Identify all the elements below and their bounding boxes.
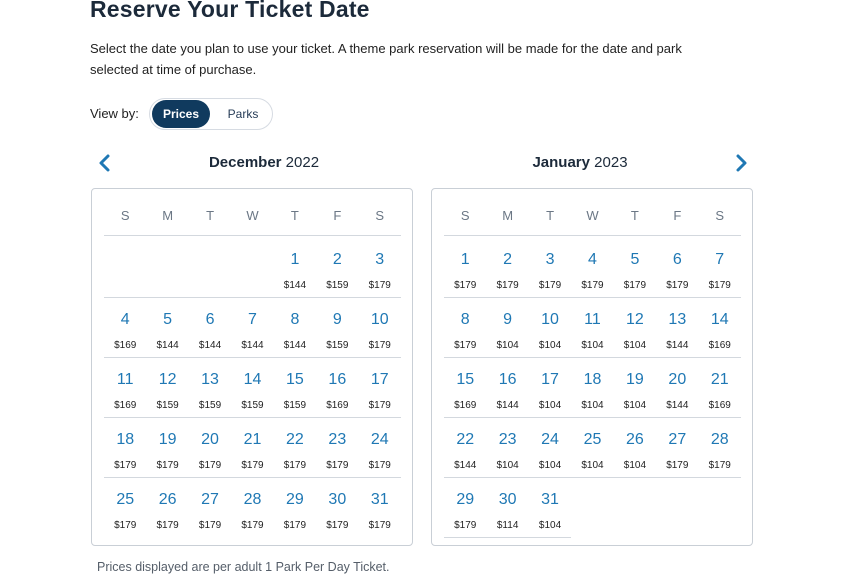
date-number: 13 [201,371,219,388]
date-price: $179 [368,280,391,291]
date-number: 29 [456,491,475,508]
date-price: $144 [666,340,689,351]
date-price: $104 [581,460,604,471]
date-number: 27 [201,491,219,508]
date-price: $169 [708,400,731,411]
date-number: 31 [541,491,559,508]
date-cell[interactable] [444,417,486,477]
date-price: $179 [198,460,222,471]
date-cell[interactable] [146,357,188,417]
date-price: $179 [623,280,647,291]
date-cell[interactable] [104,417,146,477]
date-price: $159 [326,280,349,291]
month-name: December [208,154,282,171]
date-number: 26 [158,491,177,508]
date-price: $179 [581,280,604,291]
date-cell[interactable] [444,477,486,537]
date-price: $159 [326,340,349,351]
month-name: January [532,154,590,171]
date-cell[interactable] [614,357,656,417]
date-price: $179 [326,460,349,471]
date-number: 17 [370,371,389,388]
date-price: $104 [623,340,647,351]
date-cell[interactable] [529,417,571,477]
date-number: 14 [243,371,262,388]
date-number: 28 [710,431,729,448]
date-price: $159 [156,400,179,411]
date-number: 6 [672,251,682,268]
date-price: $179 [283,520,307,531]
date-cell[interactable] [486,417,528,477]
date-price: $179 [368,400,391,411]
weekday-header [444,208,741,223]
date-cell[interactable] [316,477,358,537]
date-cell[interactable] [656,237,698,297]
date-cell[interactable] [529,477,571,537]
date-cell[interactable] [699,297,741,357]
divider [444,537,571,538]
date-number: 1 [460,251,470,268]
view-toggle [149,98,273,130]
date-cell[interactable] [316,357,358,417]
date-number: 1 [290,251,300,268]
week-row [444,297,741,357]
date-cell[interactable] [699,417,741,477]
date-cell[interactable] [231,477,273,537]
date-cell[interactable] [231,297,273,357]
toggle-parks-button[interactable]: Parks [227,107,259,121]
date-price: $179 [114,460,137,471]
toggle-prices-button[interactable]: Prices [152,100,210,128]
date-price: $144 [156,340,179,351]
date-number: 16 [498,371,517,388]
weekday-header [104,208,401,223]
date-cell[interactable] [146,417,188,477]
date-cell[interactable] [699,237,741,297]
empty-cell [656,477,698,537]
weekday-label: W [246,208,259,223]
date-number: 18 [583,371,602,388]
weekday-label: T [290,208,299,223]
date-number: 10 [541,311,559,328]
date-price: $169 [114,400,137,411]
date-cell[interactable] [104,477,146,537]
date-cell[interactable] [656,297,698,357]
date-price: $179 [283,460,307,471]
date-number: 27 [668,431,687,448]
date-number: 3 [375,251,385,268]
date-cell[interactable] [104,357,146,417]
date-number: 30 [498,491,517,508]
date-number: 31 [370,491,389,508]
date-number: 7 [248,311,257,328]
date-cell[interactable] [486,297,528,357]
weekday-label: T [630,208,639,223]
date-number: 25 [583,431,602,448]
date-price: $159 [198,400,222,411]
date-cell[interactable] [571,297,613,357]
date-number: 19 [158,431,177,448]
date-price: $179 [666,280,689,291]
week-row [104,417,401,477]
date-cell[interactable] [189,477,231,537]
date-cell[interactable] [571,357,613,417]
date-price: $104 [538,400,562,411]
date-cell[interactable] [231,417,273,477]
date-cell[interactable] [571,417,613,477]
date-price: $114 [496,520,519,531]
date-cell[interactable] [486,477,528,537]
page-title: Reserve Your Ticket Date [90,0,370,22]
week-row [444,417,741,477]
date-number: 9 [332,311,342,328]
date-price: $104 [623,460,647,471]
date-cell[interactable] [359,477,401,537]
week-row [444,237,741,297]
date-number: 8 [460,311,470,328]
date-cell[interactable] [274,477,316,537]
date-price: $144 [666,400,689,411]
date-number: 5 [630,251,640,268]
date-price: $179 [241,520,264,531]
date-price: $104 [623,400,647,411]
date-number: 9 [503,311,513,328]
date-number: 24 [541,431,559,448]
week-row [104,237,401,297]
date-number: 12 [626,311,644,328]
month-title-january [419,154,741,171]
date-number: 5 [163,311,173,328]
date-cell[interactable] [444,237,486,297]
date-price: $179 [114,520,137,531]
date-cell[interactable] [274,357,316,417]
date-cell[interactable] [614,417,656,477]
date-cell[interactable] [656,357,698,417]
date-price: $104 [496,340,519,351]
date-price: $104 [496,460,519,471]
empty-cell [146,237,188,297]
date-price: $179 [368,460,391,471]
month-year: 2023 [594,154,628,171]
date-price: $169 [114,340,137,351]
weekday-label: S [715,208,725,223]
week-row [104,477,401,537]
date-number: 11 [116,371,134,388]
date-cell[interactable] [316,237,358,297]
date-cell[interactable] [614,237,656,297]
empty-cell [189,237,231,297]
date-cell[interactable] [146,477,188,537]
date-cell[interactable] [189,297,231,357]
empty-cell [699,477,741,537]
date-number: 21 [710,371,729,388]
week-row [444,357,741,417]
date-price: $144 [198,340,222,351]
weekday-label: S [460,208,470,223]
weekday-label: F [673,208,682,223]
empty-cell [614,477,656,537]
date-cell[interactable] [189,357,231,417]
date-number: 30 [328,491,347,508]
date-cell[interactable] [444,357,486,417]
date-number: 2 [332,251,342,268]
date-cell[interactable] [486,237,528,297]
date-cell[interactable] [359,297,401,357]
date-price: $104 [538,460,562,471]
date-number: 3 [545,251,555,268]
date-number: 11 [584,311,601,328]
date-cell[interactable] [274,237,316,297]
date-price: $104 [538,340,562,351]
date-cell[interactable] [146,297,188,357]
date-cell[interactable] [231,357,273,417]
date-price: $179 [708,460,731,471]
date-number: 17 [541,371,559,388]
date-cell[interactable] [614,297,656,357]
date-number: 20 [201,431,219,448]
date-number: 23 [328,431,347,448]
date-cell[interactable] [571,237,613,297]
date-number: 4 [588,251,597,268]
date-number: 29 [286,491,304,508]
date-number: 28 [243,491,262,508]
date-cell[interactable] [359,237,401,297]
date-price: $144 [283,280,307,291]
weekday-label: T [206,208,215,223]
date-cell[interactable] [656,417,698,477]
date-number: 6 [205,311,215,328]
date-price: $104 [581,340,604,351]
calendar-december [91,188,413,546]
date-price: $179 [241,460,264,471]
date-price: $179 [198,520,222,531]
date-cell[interactable] [274,297,316,357]
date-cell[interactable] [529,357,571,417]
date-number: 22 [286,431,304,448]
week-row [104,297,401,357]
date-number: 24 [370,431,389,448]
date-number: 7 [715,251,725,268]
date-number: 25 [116,491,135,508]
view-by-label: View by: [90,106,139,121]
date-number: 8 [290,311,300,328]
date-cell[interactable] [486,357,528,417]
date-price: $169 [708,340,731,351]
date-price: $144 [283,340,307,351]
date-price: $144 [454,460,477,471]
date-number: 13 [668,311,687,328]
date-price: $179 [326,520,349,531]
empty-cell [104,237,146,297]
empty-cell [231,237,273,297]
divider [444,235,741,236]
intro-text: Select the date you plan to use your ticket. A theme park reservation will be made for the date and park selected at time of purchase. [90,41,682,77]
date-cell[interactable] [529,237,571,297]
date-price: $179 [538,280,562,291]
date-number: 19 [626,371,644,388]
date-price: $159 [241,400,264,411]
month-year: 2022 [285,154,320,171]
weekday-label: T [546,208,555,223]
date-cell[interactable] [274,417,316,477]
date-price: $179 [368,520,391,531]
date-price: $179 [708,280,731,291]
price-footnote: Prices displayed are per adult 1 Park Per Day Ticket. [97,560,390,574]
month-title-december [103,154,425,171]
date-number: 4 [120,311,130,328]
week-row [444,477,741,537]
date-number: 18 [116,431,135,448]
date-number: 16 [328,371,347,388]
weekday-label: W [586,208,599,223]
date-number: 12 [158,371,177,388]
date-price: $179 [454,520,477,531]
date-number: 14 [710,311,729,328]
date-price: $179 [156,520,179,531]
date-cell[interactable] [444,297,486,357]
date-cell[interactable] [699,357,741,417]
date-price: $104 [581,400,604,411]
weekday-label: S [375,208,385,223]
weekday-label: M [502,208,514,223]
date-price: $179 [156,460,179,471]
date-price: $179 [666,460,689,471]
weekday-label: S [120,208,130,223]
date-price: $179 [454,340,477,351]
date-cell[interactable] [104,297,146,357]
date-price: $104 [538,520,562,531]
calendar-january [431,188,753,546]
date-number: 21 [243,431,262,448]
date-price: $179 [496,280,519,291]
date-number: 15 [456,371,475,388]
date-number: 20 [668,371,687,388]
date-number: 22 [456,431,475,448]
date-number: 26 [626,431,644,448]
date-number: 23 [498,431,517,448]
date-price: $159 [283,400,307,411]
date-price: $179 [454,280,477,291]
weekday-label: F [333,208,342,223]
date-price: $144 [496,400,519,411]
date-number: 15 [286,371,304,388]
date-cell[interactable] [316,297,358,357]
week-row [104,357,401,417]
date-number: 10 [370,311,389,328]
date-cell[interactable] [529,297,571,357]
date-cell[interactable] [316,417,358,477]
date-price: $169 [454,400,477,411]
date-number: 2 [503,251,513,268]
date-price: $144 [241,340,264,351]
empty-cell [571,477,613,537]
date-price: $179 [368,340,391,351]
date-cell[interactable] [359,417,401,477]
date-cell[interactable] [359,357,401,417]
weekday-label: M [162,208,174,223]
date-cell[interactable] [189,417,231,477]
divider [104,235,401,236]
date-price: $169 [326,400,349,411]
